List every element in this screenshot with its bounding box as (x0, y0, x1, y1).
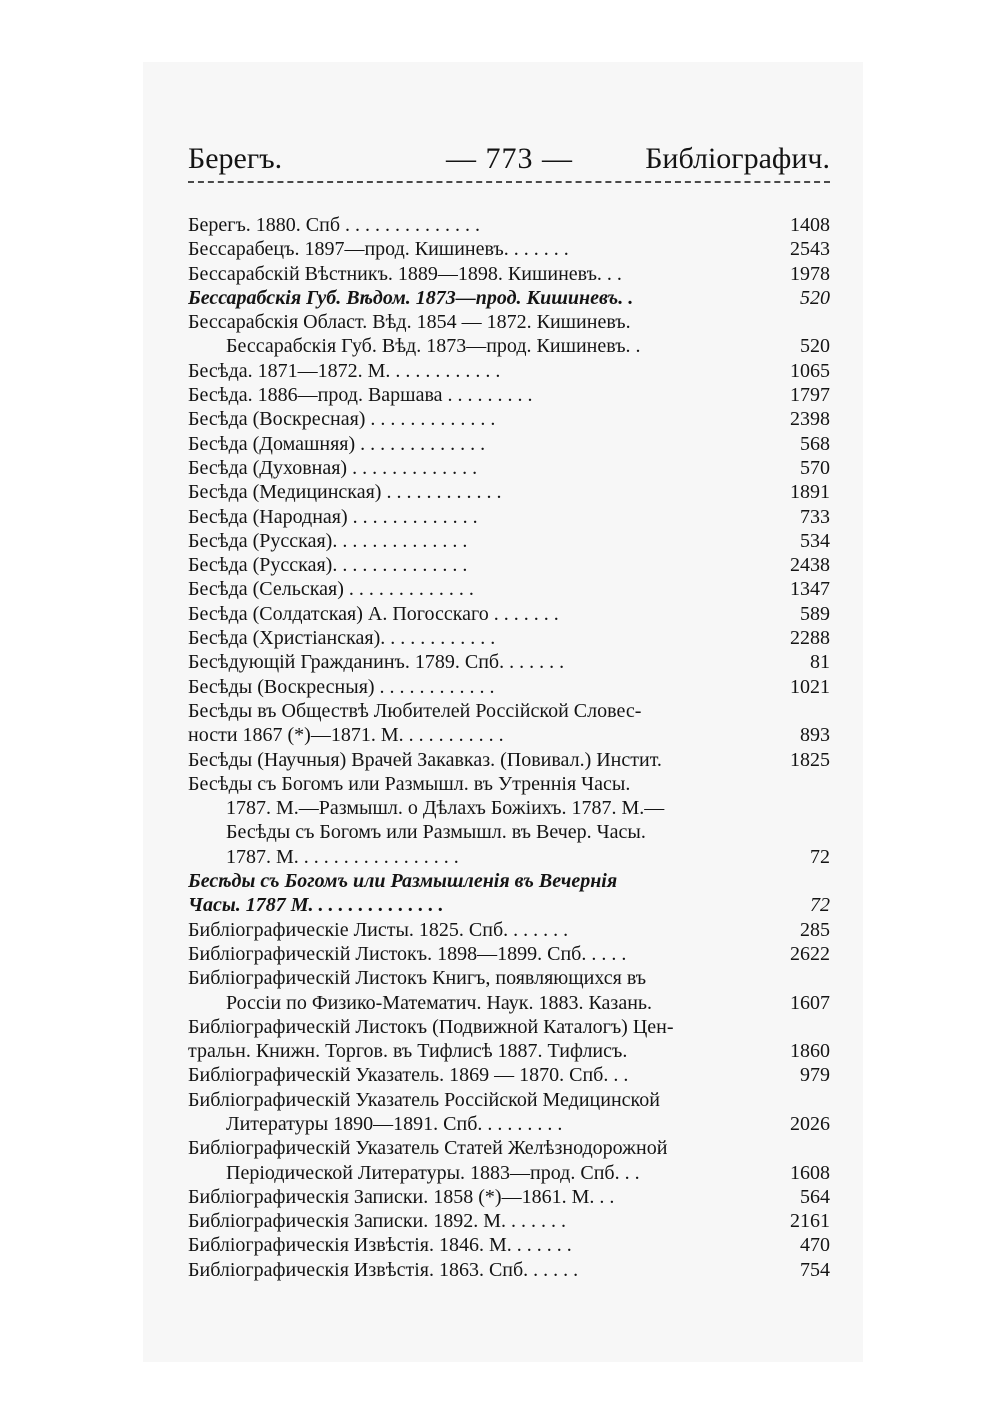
entry-number: 2026 (790, 1112, 830, 1135)
header-rule (188, 181, 830, 183)
index-entry (188, 553, 830, 577)
index-entry (188, 1088, 830, 1112)
entry-title: 1787. М.—Размышл. о Дѣлахъ Божіихъ. 1787. М.— (226, 797, 665, 820)
index-entries (188, 213, 830, 1282)
entry-number: 570 (800, 456, 830, 479)
entry-title: Бесѣды (Научныя) Врачей Закавказ. (Повивал.) Инстит. (188, 748, 662, 771)
entry-number: 285 (800, 918, 830, 941)
index-entry (188, 456, 830, 480)
index-entry (188, 772, 830, 796)
entry-title: Бесѣда (Медицинская) . . . . . . . . . . . . (188, 481, 502, 504)
entry-title: Бесѣды съ Богомъ или Размышл. въ Вечер. Часы. (226, 821, 646, 844)
index-entry (188, 748, 830, 772)
entry-number: 1860 (790, 1040, 830, 1063)
index-entry (188, 675, 830, 699)
entry-number: 72 (810, 845, 830, 868)
entry-title: Бессарабецъ. 1897—прод. Кишиневъ. . . . . . . (188, 238, 569, 261)
index-entry (188, 577, 830, 601)
index-entry (188, 1258, 830, 1282)
index-entry (188, 918, 830, 942)
entry-title: 1787. М. . . . . . . . . . . . . . . . . (226, 845, 459, 868)
index-entry (188, 1039, 830, 1063)
entry-title: Бесѣды (Воскресныя) . . . . . . . . . . . . (188, 675, 495, 698)
entry-number: 1608 (790, 1161, 830, 1184)
entry-number: 470 (800, 1234, 830, 1257)
entry-title: Бесѣды съ Богомъ или Размышл. въ Утреннія Часы. (188, 772, 631, 795)
entry-number: 72 (810, 894, 830, 917)
entry-number: 564 (800, 1185, 830, 1208)
index-entry (188, 699, 830, 723)
index-entry (188, 432, 830, 456)
entry-title: Библіографическій Листокъ (Подвижной Каталогъ) Цен- (188, 1015, 674, 1038)
entry-title: Бесѣда. 1886—прод. Варшава . . . . . . . . . (188, 384, 533, 407)
index-entry (188, 845, 830, 869)
index-entry (188, 1185, 830, 1209)
entry-title: Библіографическія Извѣстія. 1846. М. . . . . . . (188, 1234, 572, 1257)
header-left-word: Берегъ. (188, 142, 283, 175)
entry-number: 2288 (790, 627, 830, 650)
entry-number: 2438 (790, 554, 830, 577)
entry-title: Часы. 1787 М. . . . . . . . . . . . . . (188, 894, 444, 917)
entry-title: Бесѣда (Воскресная) . . . . . . . . . . . . . (188, 408, 496, 431)
entry-title: Бессарабскія Губ. Вѣд. 1873—прод. Кишиневъ. . (226, 335, 641, 358)
index-entry (188, 310, 830, 334)
index-entry (188, 1233, 830, 1257)
entry-number: 979 (800, 1064, 830, 1087)
entry-number: 1065 (790, 359, 830, 382)
entry-number: 1825 (790, 748, 830, 771)
entry-number: 1891 (790, 481, 830, 504)
entry-title: Бессарабскія Губ. Вѣдом. 1873—прод. Кишиневъ. . (188, 286, 634, 309)
index-entry (188, 1209, 830, 1233)
entry-title: Библіографическій Указатель Россійской Медицинской (188, 1088, 660, 1111)
entry-title: Берегъ. 1880. Спб . . . . . . . . . . . . . . (188, 214, 481, 236)
entry-title: Библіографическія Записки. 1892. М. . . . . . . (188, 1210, 567, 1233)
index-entry (188, 1063, 830, 1087)
entry-number: 733 (800, 505, 830, 528)
index-entry (188, 942, 830, 966)
entry-title: Библіографическій Указатель Статей Желѣзнодорожной (188, 1137, 668, 1160)
index-entry (188, 1112, 830, 1136)
entry-title: Бессарабскій Вѣстникъ. 1889—1898. Кишиневъ. . . (188, 262, 622, 285)
index-entry (188, 626, 830, 650)
index-entry (188, 966, 830, 990)
index-entry (188, 820, 830, 844)
entry-number: 1797 (790, 384, 830, 407)
index-entry (188, 286, 830, 310)
index-entry (188, 602, 830, 626)
index-entry (188, 383, 830, 407)
index-entry (188, 1015, 830, 1039)
entry-number: 589 (800, 602, 830, 625)
running-header (188, 138, 830, 180)
entry-title: Бесѣды съ Богомъ или Размышленія въ Вечернія (188, 870, 618, 893)
entry-title: Бессарабскія Област. Вѣд. 1854 — 1872. Кишиневъ. (188, 311, 631, 334)
index-entry (188, 359, 830, 383)
index-entry (188, 650, 830, 674)
entry-number: 2622 (790, 942, 830, 965)
entry-title: тральн. Книжн. Торгов. въ Тифлисѣ 1887. Тифлисъ. (188, 1040, 628, 1063)
entry-title: Литературы 1890—1891. Спб. . . . . . . . . (226, 1112, 563, 1135)
index-entry (188, 1136, 830, 1160)
entry-title: Бесѣда (Русская). . . . . . . . . . . . . . (188, 554, 468, 577)
index-entry (188, 796, 830, 820)
entry-number: 520 (800, 335, 830, 358)
entry-number: 520 (800, 286, 830, 309)
entry-title: ности 1867 (*)—1871. М. . . . . . . . . . . (188, 724, 504, 747)
entry-title: Бесѣда. 1871—1872. М. . . . . . . . . . . . (188, 359, 501, 382)
index-entry (188, 991, 830, 1015)
index-entry (188, 407, 830, 431)
entry-number: 2398 (790, 408, 830, 431)
entry-title: Библіографическій Указатель. 1869 — 1870. Спб. . . (188, 1064, 629, 1087)
entry-number: 2161 (790, 1210, 830, 1233)
entry-number: 2543 (790, 238, 830, 261)
index-entry (188, 893, 830, 917)
index-entry (188, 237, 830, 261)
header-right-word: Библіографич. (645, 142, 830, 175)
index-entry (188, 529, 830, 553)
entry-number: 893 (800, 724, 830, 747)
entry-title: Бесѣды въ Обществѣ Любителей Россійской Словес- (188, 699, 642, 722)
index-entry (188, 1161, 830, 1185)
index-entry (188, 723, 830, 747)
index-entry (188, 262, 830, 286)
index-entry (188, 480, 830, 504)
entry-title: Бесѣдующій Гражданинъ. 1789. Спб. . . . . . . (188, 651, 565, 674)
index-entry (188, 505, 830, 529)
entry-number: 568 (800, 432, 830, 455)
entry-number: 1021 (790, 675, 830, 698)
index-entry (188, 869, 830, 893)
entry-title: Библіографическія Записки. 1858 (*)—1861. М. . . (188, 1185, 615, 1208)
entry-title: Бесѣда (Домашняя) . . . . . . . . . . . . . (188, 432, 486, 455)
entry-title: Бесѣда (Народная) . . . . . . . . . . . . . (188, 505, 478, 528)
index-entry (188, 213, 830, 237)
entry-title: Бесѣда (Русская). . . . . . . . . . . . . . (188, 529, 468, 552)
entry-title: Бесѣда (Христіанская). . . . . . . . . . . . (188, 627, 496, 650)
entry-number: 1607 (790, 991, 830, 1014)
entry-title: Періодической Литературы. 1883—прод. Спб. . . (226, 1161, 640, 1184)
entry-title: Библіографическія Извѣстія. 1863. Спб. . . . . . (188, 1258, 579, 1281)
entry-title: Россіи по Физико-Математич. Наук. 1883. Казань. (226, 991, 653, 1014)
index-entry (188, 334, 830, 358)
entry-title: Бесѣда (Сельская) . . . . . . . . . . . . . (188, 578, 474, 601)
entry-title: Библіографическій Листокъ Книгъ, появляющихся въ (188, 967, 647, 990)
entry-number: 1347 (790, 578, 830, 601)
entry-title: Библіографическіе Листы. 1825. Спб. . . . . . . (188, 918, 569, 941)
entry-number: 1408 (790, 214, 830, 236)
entry-title: Бесѣда (Солдатская) А. Погосскаго . . . . . . . (188, 602, 559, 625)
page-number: — 773 — (446, 142, 573, 175)
entry-number: 1978 (790, 262, 830, 285)
entry-number: 81 (810, 651, 830, 674)
entry-number: 534 (800, 529, 830, 552)
entry-title: Бесѣда (Духовная) . . . . . . . . . . . . . (188, 456, 478, 479)
entry-number: 754 (800, 1258, 830, 1281)
entry-title: Библіографическій Листокъ. 1898—1899. Спб. . . . . (188, 942, 627, 965)
